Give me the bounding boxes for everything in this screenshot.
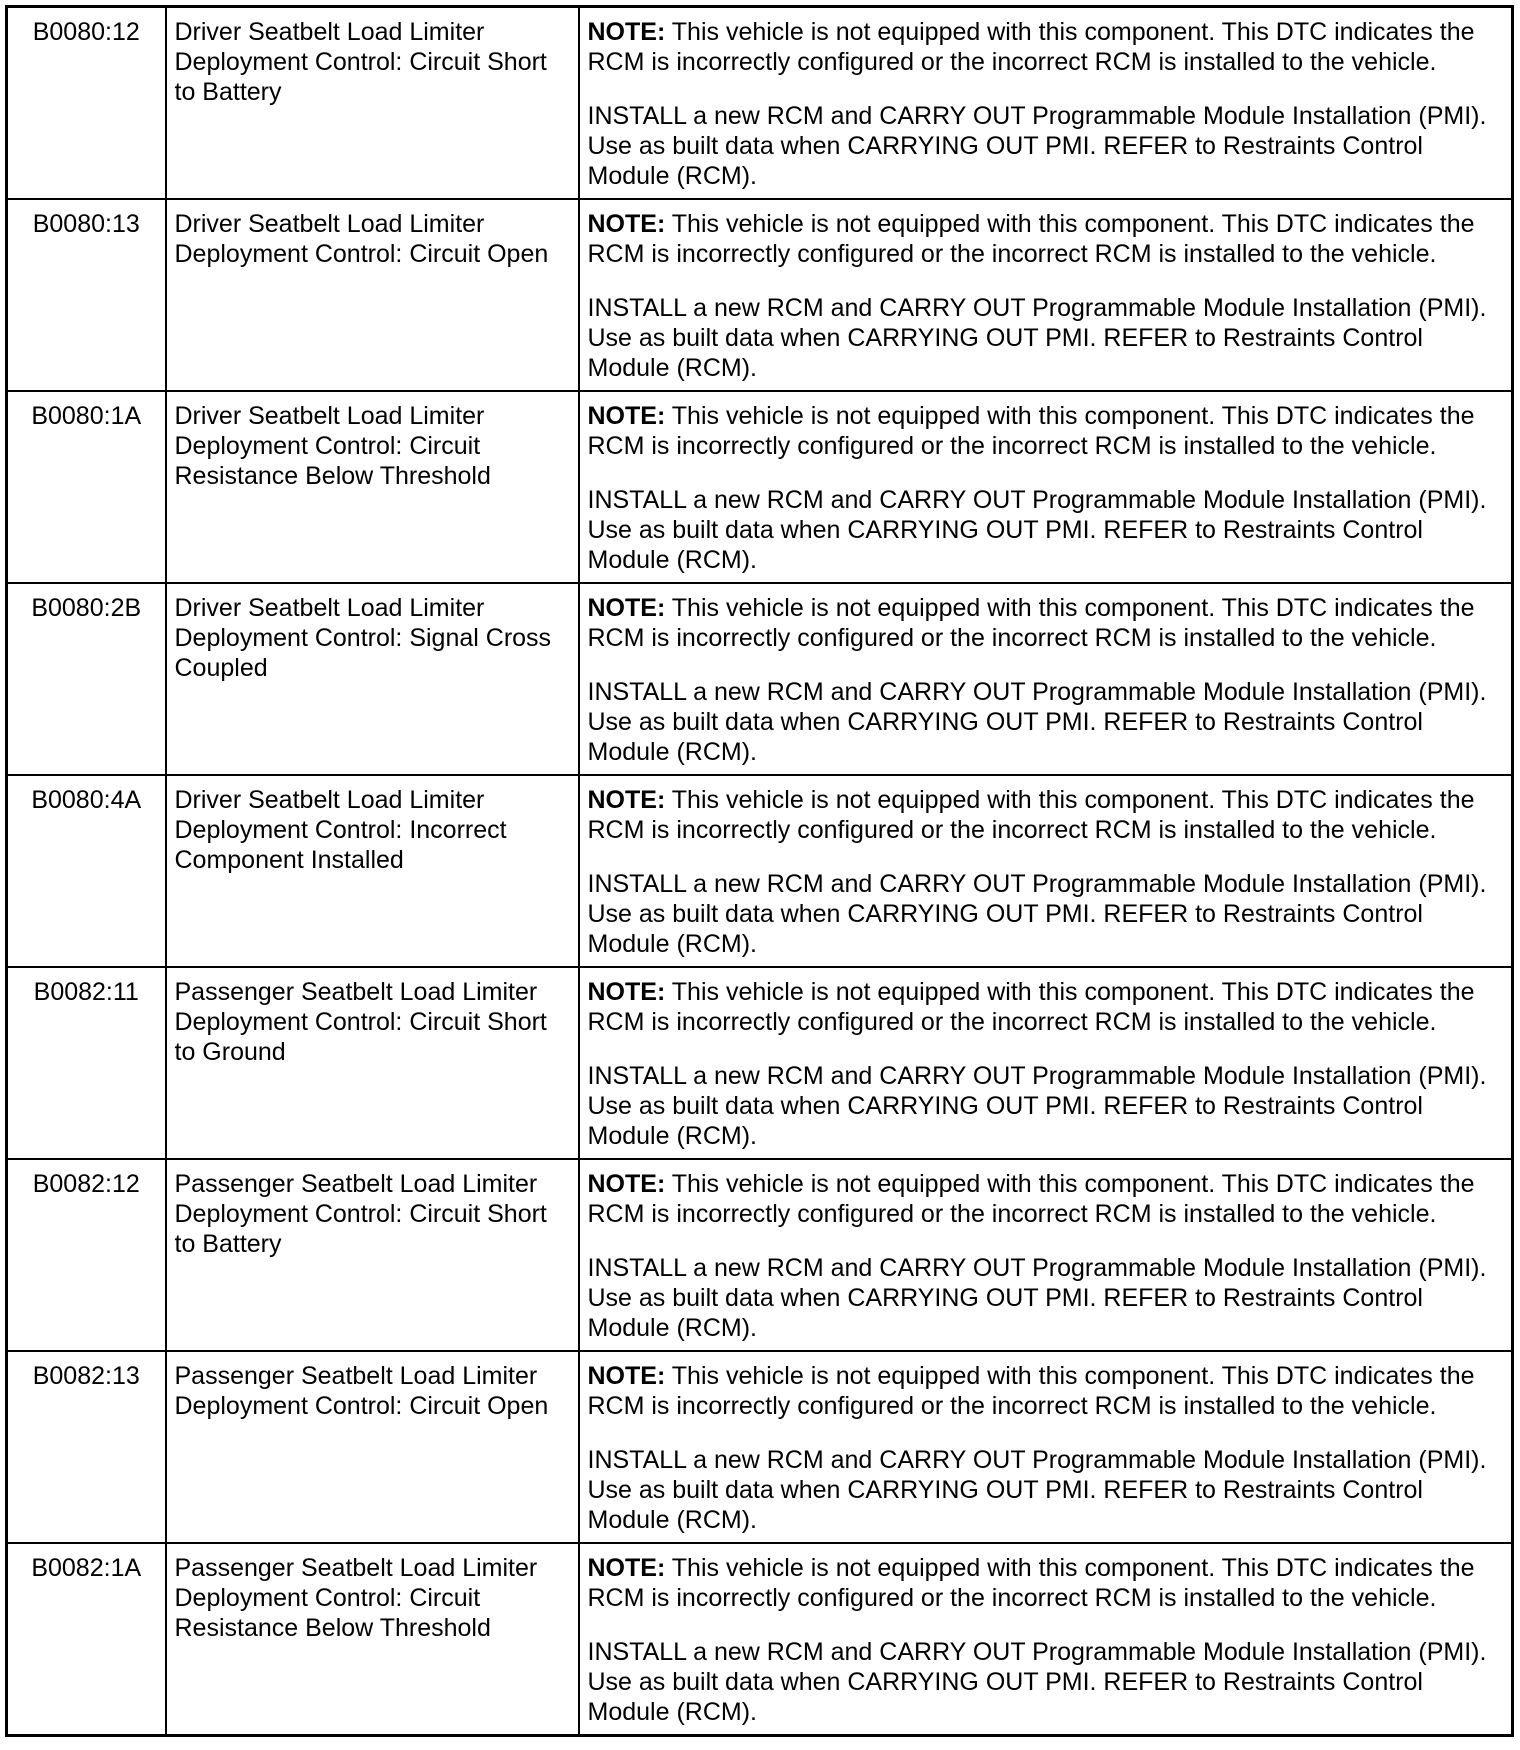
dtc-code: B0082:11 bbox=[7, 967, 166, 1159]
note-text: This vehicle is not equipped with this component. This DTC indicates the RCM is incorrectly configured or the incorrect RCM is installed to the vehicle. bbox=[587, 978, 1475, 1036]
dtc-action-cell bbox=[579, 7, 1513, 200]
dtc-description: Passenger Seatbelt Load Limiter Deployment Control: Circuit Open bbox=[166, 1351, 579, 1543]
action-paragraph: INSTALL a new RCM and CARRY OUT Programmable Module Installation (PMI). Use as built data when CARRYING OUT PMI. REFER to Restraints Control Module (RCM). bbox=[587, 1254, 1487, 1342]
dtc-table-body bbox=[7, 7, 1513, 1736]
action-paragraph: INSTALL a new RCM and CARRY OUT Programmable Module Installation (PMI). Use as built data when CARRYING OUT PMI. REFER to Restraints Control Module (RCM). bbox=[587, 486, 1487, 574]
action-paragraph: INSTALL a new RCM and CARRY OUT Programmable Module Installation (PMI). Use as built data when CARRYING OUT PMI. REFER to Restraints Control Module (RCM). bbox=[587, 1638, 1487, 1726]
dtc-description: Driver Seatbelt Load Limiter Deployment Control: Circuit Resistance Below Threshold bbox=[166, 391, 579, 583]
note-paragraph bbox=[588, 1553, 1504, 1613]
action-paragraph: INSTALL a new RCM and CARRY OUT Programmable Module Installation (PMI). Use as built data when CARRYING OUT PMI. REFER to Restraints Control Module (RCM). bbox=[587, 294, 1487, 382]
note-label: NOTE: bbox=[587, 1554, 666, 1582]
note-label: NOTE: bbox=[587, 1362, 666, 1390]
action-paragraph: INSTALL a new RCM and CARRY OUT Programmable Module Installation (PMI). Use as built data when CARRYING OUT PMI. REFER to Restraints Control Module (RCM). bbox=[587, 870, 1487, 958]
dtc-code: B0082:13 bbox=[7, 1351, 166, 1543]
dtc-action-cell bbox=[579, 1351, 1513, 1543]
dtc-description: Driver Seatbelt Load Limiter Deployment Control: Circuit Open bbox=[166, 199, 579, 391]
note-text: This vehicle is not equipped with this component. This DTC indicates the RCM is incorrectly configured or the incorrect RCM is installed to the vehicle. bbox=[587, 594, 1475, 652]
note-paragraph bbox=[588, 1361, 1504, 1421]
table-row bbox=[7, 1351, 1513, 1543]
note-label: NOTE: bbox=[587, 786, 666, 814]
table-row bbox=[7, 1543, 1513, 1736]
table-row bbox=[7, 199, 1513, 391]
note-label: NOTE: bbox=[587, 1170, 666, 1198]
dtc-code: B0080:12 bbox=[7, 7, 166, 200]
dtc-description: Passenger Seatbelt Load Limiter Deployment Control: Circuit Resistance Below Threshold bbox=[166, 1543, 579, 1736]
table-row bbox=[7, 967, 1513, 1159]
table-row bbox=[7, 775, 1513, 967]
note-paragraph bbox=[588, 17, 1504, 77]
dtc-action-cell bbox=[579, 199, 1513, 391]
dtc-code: B0082:12 bbox=[7, 1159, 166, 1351]
dtc-action-cell bbox=[579, 775, 1513, 967]
note-text: This vehicle is not equipped with this component. This DTC indicates the RCM is incorrectly configured or the incorrect RCM is installed to the vehicle. bbox=[587, 18, 1475, 76]
note-label: NOTE: bbox=[587, 978, 666, 1006]
table-row bbox=[7, 391, 1513, 583]
note-text: This vehicle is not equipped with this component. This DTC indicates the RCM is incorrectly configured or the incorrect RCM is installed to the vehicle. bbox=[587, 210, 1475, 268]
note-paragraph bbox=[588, 401, 1504, 461]
table-row bbox=[7, 7, 1513, 200]
dtc-action-cell bbox=[579, 1543, 1513, 1736]
dtc-description: Passenger Seatbelt Load Limiter Deployment Control: Circuit Short to Battery bbox=[166, 1159, 579, 1351]
dtc-action-cell bbox=[579, 583, 1513, 775]
note-paragraph bbox=[588, 977, 1504, 1037]
dtc-table bbox=[5, 5, 1514, 1737]
table-row bbox=[7, 583, 1513, 775]
dtc-code: B0080:2B bbox=[7, 583, 166, 775]
dtc-code: B0080:13 bbox=[7, 199, 166, 391]
note-paragraph bbox=[588, 1169, 1504, 1229]
note-text: This vehicle is not equipped with this component. This DTC indicates the RCM is incorrectly configured or the incorrect RCM is installed to the vehicle. bbox=[587, 1170, 1475, 1228]
action-paragraph: INSTALL a new RCM and CARRY OUT Programmable Module Installation (PMI). Use as built data when CARRYING OUT PMI. REFER to Restraints Control Module (RCM). bbox=[587, 1062, 1487, 1150]
dtc-code: B0080:4A bbox=[7, 775, 166, 967]
note-paragraph bbox=[588, 593, 1504, 653]
note-label: NOTE: bbox=[587, 402, 666, 430]
dtc-description: Driver Seatbelt Load Limiter Deployment Control: Signal Cross Coupled bbox=[166, 583, 579, 775]
dtc-action-cell bbox=[579, 967, 1513, 1159]
dtc-action-cell bbox=[579, 391, 1513, 583]
note-text: This vehicle is not equipped with this component. This DTC indicates the RCM is incorrectly configured or the incorrect RCM is installed to the vehicle. bbox=[587, 1362, 1475, 1420]
dtc-description: Driver Seatbelt Load Limiter Deployment Control: Circuit Short to Battery bbox=[166, 7, 579, 200]
dtc-code: B0082:1A bbox=[7, 1543, 166, 1736]
dtc-action-cell bbox=[579, 1159, 1513, 1351]
note-label: NOTE: bbox=[587, 210, 666, 238]
note-paragraph bbox=[588, 209, 1504, 269]
action-paragraph: INSTALL a new RCM and CARRY OUT Programmable Module Installation (PMI). Use as built data when CARRYING OUT PMI. REFER to Restraints Control Module (RCM). bbox=[587, 102, 1487, 190]
action-paragraph: INSTALL a new RCM and CARRY OUT Programmable Module Installation (PMI). Use as built data when CARRYING OUT PMI. REFER to Restraints Control Module (RCM). bbox=[587, 1446, 1487, 1534]
note-label: NOTE: bbox=[587, 594, 666, 622]
note-text: This vehicle is not equipped with this component. This DTC indicates the RCM is incorrectly configured or the incorrect RCM is installed to the vehicle. bbox=[587, 402, 1475, 460]
dtc-code: B0080:1A bbox=[7, 391, 166, 583]
dtc-description: Driver Seatbelt Load Limiter Deployment Control: Incorrect Component Installed bbox=[166, 775, 579, 967]
note-text: This vehicle is not equipped with this component. This DTC indicates the RCM is incorrectly configured or the incorrect RCM is installed to the vehicle. bbox=[587, 1554, 1475, 1612]
note-paragraph bbox=[588, 785, 1504, 845]
dtc-description: Passenger Seatbelt Load Limiter Deployment Control: Circuit Short to Ground bbox=[166, 967, 579, 1159]
action-paragraph: INSTALL a new RCM and CARRY OUT Programmable Module Installation (PMI). Use as built data when CARRYING OUT PMI. REFER to Restraints Control Module (RCM). bbox=[587, 678, 1487, 766]
table-row bbox=[7, 1159, 1513, 1351]
note-text: This vehicle is not equipped with this component. This DTC indicates the RCM is incorrectly configured or the incorrect RCM is installed to the vehicle. bbox=[587, 786, 1475, 844]
note-label: NOTE: bbox=[587, 18, 666, 46]
